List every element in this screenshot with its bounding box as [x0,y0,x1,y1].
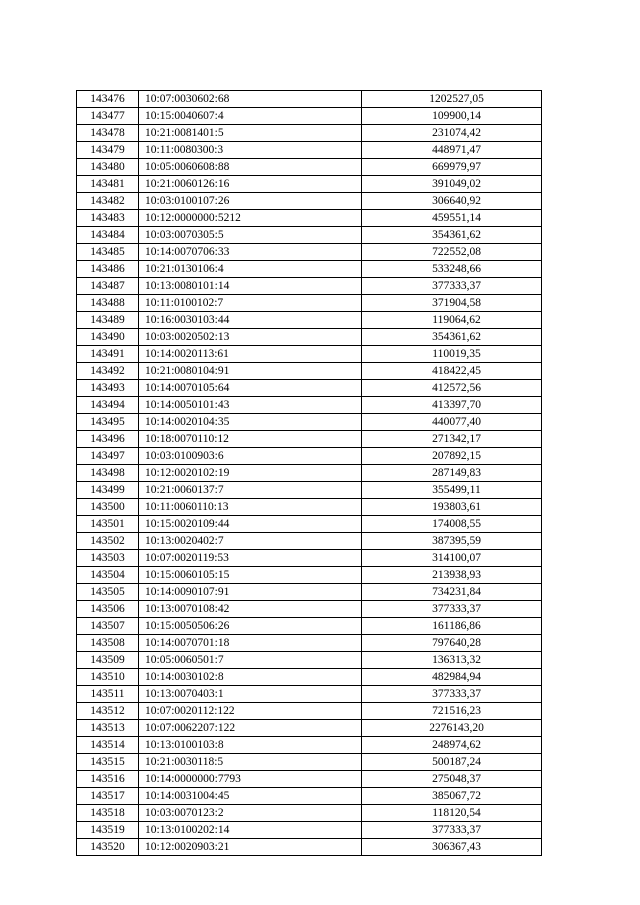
cadastral-number-cell: 10:07:0020119:53 [139,550,362,567]
cadastral-number-cell: 10:14:0050101:43 [139,397,362,414]
table-row [77,142,542,159]
row-number-cell: 143512 [77,703,139,720]
row-number-cell: 143489 [77,312,139,329]
amount-cell: 174008,55 [362,516,542,533]
cadastral-number-cell: 10:14:0070105:64 [139,380,362,397]
table-row [77,550,542,567]
table-row [77,499,542,516]
amount-cell: 231074,42 [362,125,542,142]
table-row [77,261,542,278]
amount-cell: 2276143,20 [362,720,542,737]
row-number-cell: 143519 [77,822,139,839]
table-row [77,91,542,108]
table-row [77,737,542,754]
row-number-cell: 143506 [77,601,139,618]
records-table-body [77,91,542,856]
row-number-cell: 143520 [77,839,139,856]
amount-cell: 119064,62 [362,312,542,329]
table-row [77,703,542,720]
row-number-cell: 143502 [77,533,139,550]
cadastral-number-cell: 10:13:0100103:8 [139,737,362,754]
table-row [77,482,542,499]
amount-cell: 377333,37 [362,686,542,703]
amount-cell: 721516,23 [362,703,542,720]
row-number-cell: 143482 [77,193,139,210]
table-row [77,329,542,346]
cadastral-number-cell: 10:03:0070305:5 [139,227,362,244]
cadastral-number-cell: 10:21:0060126:16 [139,176,362,193]
cadastral-number-cell: 10:15:0040607:4 [139,108,362,125]
table-row [77,414,542,431]
cadastral-number-cell: 10:12:0000000:5212 [139,210,362,227]
row-number-cell: 143514 [77,737,139,754]
cadastral-number-cell: 10:14:0000000:7793 [139,771,362,788]
cadastral-number-cell: 10:13:0100202:14 [139,822,362,839]
amount-cell: 391049,02 [362,176,542,193]
amount-cell: 385067,72 [362,788,542,805]
row-number-cell: 143476 [77,91,139,108]
row-number-cell: 143503 [77,550,139,567]
row-number-cell: 143518 [77,805,139,822]
table-row [77,652,542,669]
table-row [77,720,542,737]
cadastral-number-cell: 10:14:0070701:18 [139,635,362,652]
cadastral-number-cell: 10:03:0100903:6 [139,448,362,465]
cadastral-number-cell: 10:07:0030602:68 [139,91,362,108]
cadastral-number-cell: 10:13:0020402:7 [139,533,362,550]
table-row [77,584,542,601]
row-number-cell: 143493 [77,380,139,397]
amount-cell: 448971,47 [362,142,542,159]
table-row [77,839,542,856]
row-number-cell: 143496 [77,431,139,448]
row-number-cell: 143508 [77,635,139,652]
row-number-cell: 143477 [77,108,139,125]
amount-cell: 271342,17 [362,431,542,448]
table-row [77,669,542,686]
cadastral-number-cell: 10:21:0130106:4 [139,261,362,278]
amount-cell: 109900,14 [362,108,542,125]
row-number-cell: 143485 [77,244,139,261]
amount-cell: 207892,15 [362,448,542,465]
row-number-cell: 143486 [77,261,139,278]
table-row [77,125,542,142]
amount-cell: 161186,86 [362,618,542,635]
table-row [77,686,542,703]
amount-cell: 275048,37 [362,771,542,788]
cadastral-number-cell: 10:15:0060105:15 [139,567,362,584]
row-number-cell: 143478 [77,125,139,142]
cadastral-number-cell: 10:03:0070123:2 [139,805,362,822]
row-number-cell: 143499 [77,482,139,499]
cadastral-number-cell: 10:15:0050506:26 [139,618,362,635]
records-table [76,90,542,856]
amount-cell: 355499,11 [362,482,542,499]
row-number-cell: 143511 [77,686,139,703]
amount-cell: 387395,59 [362,533,542,550]
row-number-cell: 143497 [77,448,139,465]
table-row [77,567,542,584]
table-row [77,618,542,635]
cadastral-number-cell: 10:14:0020113:61 [139,346,362,363]
row-number-cell: 143483 [77,210,139,227]
row-number-cell: 143501 [77,516,139,533]
row-number-cell: 143484 [77,227,139,244]
row-number-cell: 143517 [77,788,139,805]
table-row [77,635,542,652]
amount-cell: 371904,58 [362,295,542,312]
cadastral-number-cell: 10:11:0080300:3 [139,142,362,159]
amount-cell: 110019,35 [362,346,542,363]
amount-cell: 500187,24 [362,754,542,771]
cadastral-number-cell: 10:11:0060110:13 [139,499,362,516]
amount-cell: 136313,32 [362,652,542,669]
table-row [77,397,542,414]
amount-cell: 669979,97 [362,159,542,176]
row-number-cell: 143513 [77,720,139,737]
amount-cell: 377333,37 [362,601,542,618]
table-row [77,771,542,788]
amount-cell: 377333,37 [362,278,542,295]
row-number-cell: 143481 [77,176,139,193]
amount-cell: 413397,70 [362,397,542,414]
table-row [77,363,542,380]
row-number-cell: 143509 [77,652,139,669]
cadastral-number-cell: 10:12:0020102:19 [139,465,362,482]
row-number-cell: 143491 [77,346,139,363]
row-number-cell: 143498 [77,465,139,482]
table-row [77,193,542,210]
table-row [77,159,542,176]
cadastral-number-cell: 10:13:0070108:42 [139,601,362,618]
row-number-cell: 143507 [77,618,139,635]
cadastral-number-cell: 10:07:0062207:122 [139,720,362,737]
table-row [77,380,542,397]
amount-cell: 213938,93 [362,567,542,584]
amount-cell: 287149,83 [362,465,542,482]
cadastral-number-cell: 10:14:0090107:91 [139,584,362,601]
row-number-cell: 143492 [77,363,139,380]
cadastral-number-cell: 10:03:0020502:13 [139,329,362,346]
row-number-cell: 143500 [77,499,139,516]
cadastral-number-cell: 10:18:0070110:12 [139,431,362,448]
cadastral-number-cell: 10:11:0100102:7 [139,295,362,312]
table-row [77,601,542,618]
cadastral-number-cell: 10:21:0060137:7 [139,482,362,499]
amount-cell: 354361,62 [362,329,542,346]
table-row [77,295,542,312]
row-number-cell: 143479 [77,142,139,159]
row-number-cell: 143495 [77,414,139,431]
row-number-cell: 143480 [77,159,139,176]
row-number-cell: 143505 [77,584,139,601]
amount-cell: 306367,43 [362,839,542,856]
table-row [77,210,542,227]
amount-cell: 533248,66 [362,261,542,278]
amount-cell: 248974,62 [362,737,542,754]
amount-cell: 797640,28 [362,635,542,652]
cadastral-number-cell: 10:16:0030103:44 [139,312,362,329]
cadastral-number-cell: 10:15:0020109:44 [139,516,362,533]
row-number-cell: 143510 [77,669,139,686]
table-row [77,516,542,533]
cadastral-number-cell: 10:03:0100107:26 [139,193,362,210]
cadastral-number-cell: 10:07:0020112:122 [139,703,362,720]
row-number-cell: 143487 [77,278,139,295]
row-number-cell: 143490 [77,329,139,346]
document-table-container [76,90,541,856]
amount-cell: 118120,54 [362,805,542,822]
table-row [77,754,542,771]
amount-cell: 193803,61 [362,499,542,516]
amount-cell: 314100,07 [362,550,542,567]
amount-cell: 412572,56 [362,380,542,397]
amount-cell: 734231,84 [362,584,542,601]
cadastral-number-cell: 10:21:0030118:5 [139,754,362,771]
amount-cell: 418422,45 [362,363,542,380]
cadastral-number-cell: 10:14:0031004:45 [139,788,362,805]
cadastral-number-cell: 10:12:0020903:21 [139,839,362,856]
cadastral-number-cell: 10:21:0080104:91 [139,363,362,380]
table-row [77,465,542,482]
table-row [77,278,542,295]
table-row [77,108,542,125]
table-row [77,788,542,805]
table-row [77,176,542,193]
amount-cell: 482984,94 [362,669,542,686]
amount-cell: 722552,08 [362,244,542,261]
table-row [77,312,542,329]
amount-cell: 377333,37 [362,822,542,839]
cadastral-number-cell: 10:05:0060501:7 [139,652,362,669]
row-number-cell: 143488 [77,295,139,312]
row-number-cell: 143516 [77,771,139,788]
table-row [77,227,542,244]
amount-cell: 440077,40 [362,414,542,431]
cadastral-number-cell: 10:13:0070403:1 [139,686,362,703]
row-number-cell: 143494 [77,397,139,414]
table-row [77,244,542,261]
amount-cell: 1202527,05 [362,91,542,108]
cadastral-number-cell: 10:05:0060608:88 [139,159,362,176]
table-row [77,822,542,839]
cadastral-number-cell: 10:14:0020104:35 [139,414,362,431]
row-number-cell: 143504 [77,567,139,584]
amount-cell: 459551,14 [362,210,542,227]
table-row [77,533,542,550]
table-row [77,431,542,448]
table-row [77,448,542,465]
cadastral-number-cell: 10:13:0080101:14 [139,278,362,295]
table-row [77,346,542,363]
amount-cell: 354361,62 [362,227,542,244]
amount-cell: 306640,92 [362,193,542,210]
table-row [77,805,542,822]
cadastral-number-cell: 10:14:0030102:8 [139,669,362,686]
cadastral-number-cell: 10:21:0081401:5 [139,125,362,142]
row-number-cell: 143515 [77,754,139,771]
cadastral-number-cell: 10:14:0070706:33 [139,244,362,261]
